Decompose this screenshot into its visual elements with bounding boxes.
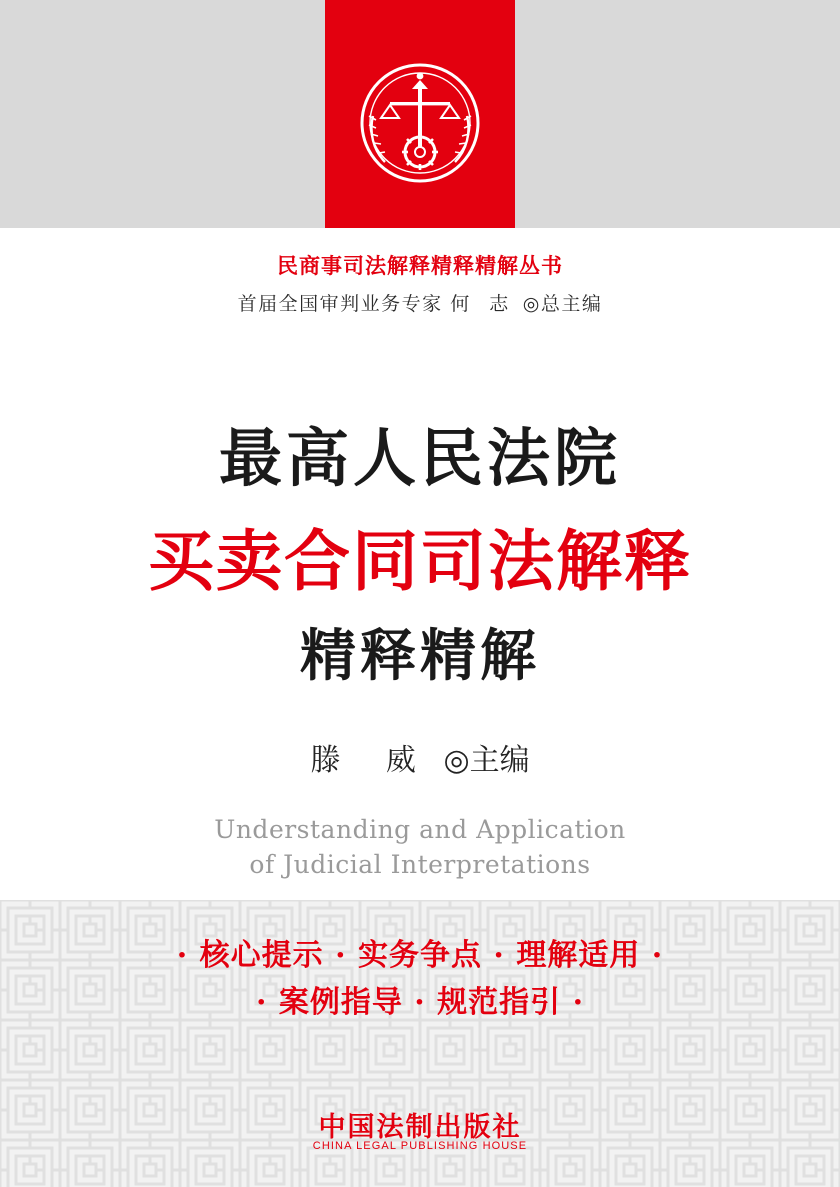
chief-editor-name: 何 志 — [450, 293, 516, 315]
chief-editor-prefix: 首届全国审判业务专家 — [237, 293, 443, 315]
supreme-court-emblem-icon — [325, 58, 515, 188]
feature-bullets-line-2: · 案例指导 · 规范指引 · — [255, 985, 585, 1020]
english-subtitle — [0, 812, 840, 882]
chief-editor-suffix: ◎总主编 — [522, 293, 603, 315]
editor-line — [0, 735, 840, 779]
english-subtitle-line-1: Understanding and Application — [214, 815, 626, 844]
feature-bullets-line-1: · 核心提示 · 实务争点 · 理解适用 · — [176, 938, 664, 973]
title-line-1: 最高人民法院 — [219, 421, 621, 495]
publisher-name-english: CHINA LEGAL PUBLISHING HOUSE — [312, 1140, 528, 1152]
editor-name: 滕 威 — [310, 743, 434, 778]
publisher-name: 中国法制出版社 — [318, 1112, 522, 1143]
title-line-2: 买卖合同司法解释 — [148, 523, 692, 600]
feature-bullets — [0, 932, 840, 1026]
title-line-3: 精释精解 — [300, 623, 540, 689]
chief-editor-line — [0, 289, 840, 316]
series-title: 民商事司法解释精释精解丛书 — [277, 254, 563, 278]
red-vertical-banner — [325, 0, 515, 228]
editor-role: ◎主编 — [443, 743, 530, 778]
english-subtitle-line-2: of Judicial Interpretations — [249, 850, 591, 879]
